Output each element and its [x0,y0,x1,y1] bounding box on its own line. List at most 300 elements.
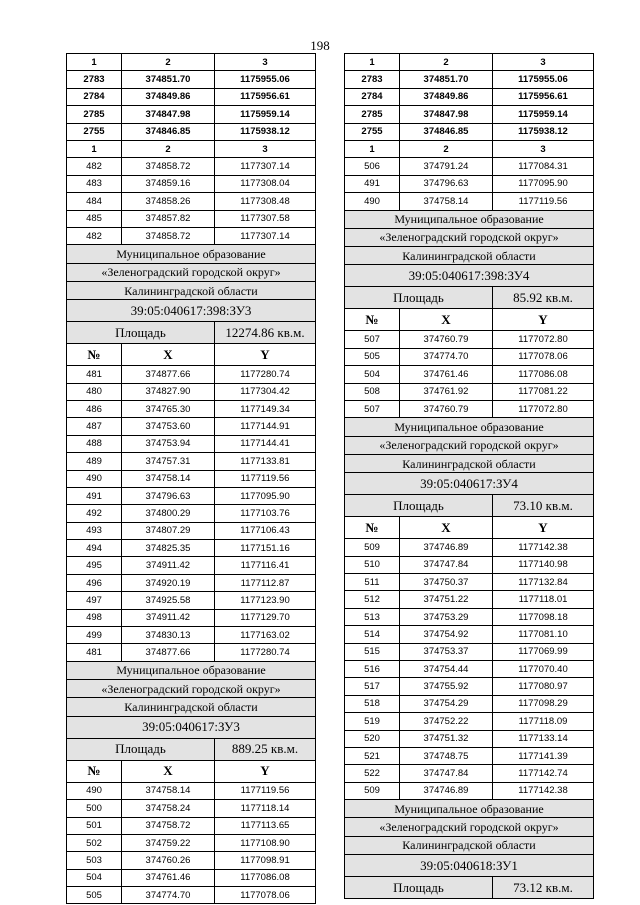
municipality-caption: «Зеленоградский городской округ» [345,818,594,836]
table-row [67,834,316,851]
area-value: 73.10 кв.м. [493,495,594,517]
table-row [345,608,594,625]
table-row [345,400,594,417]
table-row [345,713,594,730]
point-number-cell: 1 [67,54,122,71]
table-row [345,678,594,695]
table-row [345,348,594,365]
x-coordinate-cell: 374911.42 [122,609,215,626]
table-row [345,695,594,712]
point-number-cell: 505 [67,887,122,904]
y-coordinate-cell: 1177123.90 [215,592,316,609]
municipality-caption: «Зеленоградский городской округ» [67,680,316,698]
point-number-cell: 515 [345,643,400,660]
table-row [345,193,594,210]
y-coordinate-cell: 1177307.14 [215,158,316,175]
table-row [345,158,594,175]
y-coordinate-cell: 1177080.97 [493,678,594,695]
point-number-cell: 497 [67,592,122,609]
coordinates-table-left [66,53,316,904]
point-number-cell: 2783 [67,71,122,88]
y-coordinate-cell: 1177307.14 [215,227,316,244]
point-number-cell: 507 [345,400,400,417]
table-row [345,175,594,192]
y-coordinate-cell: 1177144.91 [215,418,316,435]
point-number-cell: 1 [345,54,400,71]
municipality-caption: «Зеленоградский городской округ» [67,263,316,281]
y-coordinate-cell: 3 [493,140,594,157]
table-row [345,54,594,71]
y-coordinate-cell: 1177119.56 [215,782,316,799]
municipality-caption: Калининградской области [67,698,316,716]
point-number-cell: 495 [67,557,122,574]
y-coordinate-cell: 1177151.16 [215,540,316,557]
point-number-cell: 491 [67,487,122,504]
y-coordinate-cell: 1175959.14 [215,106,316,123]
x-coordinate-cell: 2 [122,54,215,71]
area-row [67,322,316,344]
x-coordinate-cell: 374752.22 [400,713,493,730]
area-label: Площадь [345,877,493,899]
table-row [67,869,316,886]
x-coordinate-cell: 374796.63 [122,487,215,504]
point-number-cell: 482 [67,227,122,244]
point-number-cell: 518 [345,695,400,712]
x-coordinate-cell: 374851.70 [400,71,493,88]
y-coordinate-cell: 1177141.39 [493,747,594,764]
column-header-row [345,309,594,331]
table-row [345,660,594,677]
point-number-cell: 2785 [345,106,400,123]
x-coordinate-cell: 374754.92 [400,626,493,643]
table-row [67,470,316,487]
municipality-caption: «Зеленоградский городской округ» [345,436,594,454]
y-coordinate-cell: 1177307.58 [215,210,316,227]
y-coordinate-cell: 1177132.84 [493,574,594,591]
x-coordinate-cell: 2 [400,140,493,157]
table-row [345,626,594,643]
point-number-cell: 491 [345,175,400,192]
table-row [345,747,594,764]
x-coordinate-cell: 374830.13 [122,627,215,644]
y-coordinate-cell: 1177078.06 [493,348,594,365]
municipality-caption-row [345,247,594,265]
x-coordinate-cell: 374851.70 [122,71,215,88]
area-value: 12274.86 кв.м. [215,322,316,344]
point-number-cell: 493 [67,522,122,539]
point-number-cell: № [345,309,400,331]
x-coordinate-cell: 374760.26 [122,852,215,869]
y-coordinate-cell: 1177112.87 [215,574,316,591]
point-number-cell: 504 [67,869,122,886]
y-coordinate-cell: 1177069.99 [493,643,594,660]
x-coordinate-cell: 374761.46 [400,366,493,383]
x-coordinate-cell: 374911.42 [122,557,215,574]
y-coordinate-cell: 1177280.74 [215,644,316,661]
table-row [67,140,316,157]
table-row [345,765,594,782]
table-row [345,140,594,157]
table-row [67,852,316,869]
y-coordinate-cell: 3 [215,54,316,71]
y-coordinate-cell: 1177078.06 [215,887,316,904]
x-coordinate-cell: 374857.82 [122,210,215,227]
x-coordinate-cell: 374755.92 [400,678,493,695]
point-number-cell: 490 [67,470,122,487]
x-coordinate-cell: 374827.90 [122,383,215,400]
point-number-cell: 521 [345,747,400,764]
point-number-cell: 513 [345,608,400,625]
point-number-cell: 519 [345,713,400,730]
y-coordinate-cell: 1177098.91 [215,852,316,869]
cadastral-number: 39:05:040617:ЗУ3 [67,716,316,738]
x-coordinate-cell: 374758.14 [122,470,215,487]
x-coordinate-cell: 374761.92 [400,383,493,400]
x-coordinate-cell: 374765.30 [122,400,215,417]
municipality-caption-row [345,454,594,472]
x-coordinate-cell: 374760.79 [400,400,493,417]
x-coordinate-cell: 374747.84 [400,556,493,573]
point-number-cell: 2755 [67,123,122,140]
municipality-caption-row [67,680,316,698]
x-coordinate-cell: 374858.72 [122,158,215,175]
point-number-cell: 2784 [67,88,122,105]
x-coordinate-cell: 2 [400,54,493,71]
table-row [67,505,316,522]
point-number-cell: 512 [345,591,400,608]
table-row [345,591,594,608]
point-number-cell: 510 [345,556,400,573]
table-row [67,210,316,227]
cadastral-number-row [67,716,316,738]
x-coordinate-cell: 374753.60 [122,418,215,435]
municipality-caption: Калининградской области [345,247,594,265]
y-coordinate-cell: 1177070.40 [493,660,594,677]
y-coordinate-cell: 1177103.76 [215,505,316,522]
municipality-caption-row [67,263,316,281]
point-number-cell: 500 [67,800,122,817]
table-row [67,54,316,71]
x-coordinate-cell: 374920.19 [122,574,215,591]
municipality-caption-row [67,281,316,299]
y-coordinate-cell: 1177142.38 [493,782,594,799]
area-label: Площадь [345,287,493,309]
municipality-caption-row [345,836,594,854]
municipality-caption-row [345,436,594,454]
y-coordinate-cell: 1177140.98 [493,556,594,573]
table-row [67,435,316,452]
x-coordinate-cell: 374754.44 [400,660,493,677]
y-coordinate-cell: 1177098.18 [493,608,594,625]
y-coordinate-cell: 1175959.14 [493,106,594,123]
point-number-cell: 511 [345,574,400,591]
x-coordinate-cell: 374774.70 [400,348,493,365]
coordinates-table-right [344,53,594,899]
x-coordinate-cell: 374758.24 [122,800,215,817]
y-coordinate-cell: Y [493,517,594,539]
municipality-caption-row [67,661,316,679]
area-row [345,495,594,517]
point-number-cell: 506 [345,158,400,175]
table-row [67,609,316,626]
x-coordinate-cell: 374774.70 [122,887,215,904]
x-coordinate-cell: 374757.31 [122,453,215,470]
x-coordinate-cell: 374849.86 [122,88,215,105]
y-coordinate-cell: 1177304.42 [215,383,316,400]
point-number-cell: 505 [345,348,400,365]
table-row [345,106,594,123]
table-row [345,71,594,88]
y-coordinate-cell: 1177081.22 [493,383,594,400]
municipality-caption-row [345,228,594,246]
column-header-row [67,760,316,782]
point-number-cell: 484 [67,193,122,210]
x-coordinate-cell: 374758.14 [122,782,215,799]
cadastral-number: 39:05:040618:ЗУ1 [345,855,594,877]
table-row [345,556,594,573]
table-row [67,487,316,504]
table-row [67,540,316,557]
y-coordinate-cell: 1175956.61 [493,88,594,105]
point-number-cell: 508 [345,383,400,400]
x-coordinate-cell: 374758.72 [122,817,215,834]
point-number-cell: 485 [67,210,122,227]
table-row [67,158,316,175]
point-number-cell: 490 [67,782,122,799]
column-header-row [345,517,594,539]
point-number-cell: 481 [67,644,122,661]
y-coordinate-cell: 1177142.38 [493,539,594,556]
x-coordinate-cell: 374858.72 [122,227,215,244]
page-number: 198 [310,38,330,53]
point-number-cell: 502 [67,834,122,851]
point-number-cell: 488 [67,435,122,452]
x-coordinate-cell: 374746.89 [400,539,493,556]
point-number-cell: 516 [345,660,400,677]
point-number-cell: № [67,760,122,782]
table-row [67,71,316,88]
column-header-row [67,344,316,366]
table-row [67,453,316,470]
point-number-cell: 503 [67,852,122,869]
x-coordinate-cell: 374877.66 [122,366,215,383]
table-row [67,418,316,435]
point-number-cell: 504 [345,366,400,383]
y-coordinate-cell: 1175938.12 [215,123,316,140]
table-row [67,557,316,574]
y-coordinate-cell: 1177144.41 [215,435,316,452]
y-coordinate-cell: 1177129.70 [215,609,316,626]
cadastral-number-row [345,473,594,495]
y-coordinate-cell: 3 [493,54,594,71]
table-row [67,592,316,609]
table-row [67,522,316,539]
y-coordinate-cell: 1177133.14 [493,730,594,747]
y-coordinate-cell: 1177149.34 [215,400,316,417]
area-row [67,738,316,760]
y-coordinate-cell: 1177119.56 [215,470,316,487]
x-coordinate-cell: X [400,309,493,331]
table-row [67,383,316,400]
municipality-caption: «Зеленоградский городской округ» [345,228,594,246]
table-row [345,782,594,799]
x-coordinate-cell: X [122,344,215,366]
table-row [345,539,594,556]
table-row [345,574,594,591]
point-number-cell: 509 [345,782,400,799]
point-number-cell: 517 [345,678,400,695]
municipality-caption: Калининградской области [345,836,594,854]
table-row [67,817,316,834]
point-number-cell: 2785 [67,106,122,123]
x-coordinate-cell: 374759.22 [122,834,215,851]
municipality-caption: Муниципальное образование [345,800,594,818]
table-row [67,193,316,210]
y-coordinate-cell: 1177163.02 [215,627,316,644]
point-number-cell: 522 [345,765,400,782]
point-number-cell: 481 [67,366,122,383]
point-number-cell: 496 [67,574,122,591]
point-number-cell: 480 [67,383,122,400]
x-coordinate-cell: 374746.89 [400,782,493,799]
cadastral-number-row [345,855,594,877]
x-coordinate-cell: 374753.94 [122,435,215,452]
point-number-cell: 2784 [345,88,400,105]
area-value: 85.92 кв.м. [493,287,594,309]
point-number-cell: 489 [67,453,122,470]
point-number-cell: 492 [67,505,122,522]
table-row [67,106,316,123]
point-number-cell: 486 [67,400,122,417]
table-row [67,366,316,383]
x-coordinate-cell: 374858.26 [122,193,215,210]
area-label: Площадь [67,738,215,760]
y-coordinate-cell: 1177142.74 [493,765,594,782]
y-coordinate-cell: Y [215,344,316,366]
x-coordinate-cell: 2 [122,140,215,157]
point-number-cell: 498 [67,609,122,626]
table-row [67,227,316,244]
point-number-cell: 1 [67,140,122,157]
x-coordinate-cell: 374760.79 [400,331,493,348]
cadastral-number: 39:05:040617:ЗУ4 [345,473,594,495]
area-row [345,877,594,899]
point-number-cell: 520 [345,730,400,747]
y-coordinate-cell: 1175938.12 [493,123,594,140]
area-row [345,287,594,309]
y-coordinate-cell: 1177118.14 [215,800,316,817]
x-coordinate-cell: 374877.66 [122,644,215,661]
municipality-caption-row [345,418,594,436]
y-coordinate-cell: Y [215,760,316,782]
table-row [67,574,316,591]
point-number-cell: № [345,517,400,539]
municipality-caption-row [67,698,316,716]
area-value: 889.25 кв.м. [215,738,316,760]
y-coordinate-cell: 1177308.48 [215,193,316,210]
x-coordinate-cell: X [400,517,493,539]
point-number-cell: 482 [67,158,122,175]
cadastral-number: 39:05:040617:398:ЗУ3 [67,300,316,322]
table-row [67,887,316,904]
y-coordinate-cell: 1177086.08 [493,366,594,383]
x-coordinate-cell: 374747.84 [400,765,493,782]
municipality-caption: Калининградской области [345,454,594,472]
table-row [345,383,594,400]
point-number-cell: 509 [345,539,400,556]
y-coordinate-cell: 1177098.29 [493,695,594,712]
cadastral-number-row [345,265,594,287]
x-coordinate-cell: 374846.85 [122,123,215,140]
x-coordinate-cell: 374849.86 [400,88,493,105]
y-coordinate-cell: 1177308.04 [215,175,316,192]
y-coordinate-cell: 1177106.43 [215,522,316,539]
point-number-cell: 501 [67,817,122,834]
area-label: Площадь [345,495,493,517]
y-coordinate-cell: 1177086.08 [215,869,316,886]
point-number-cell: 1 [345,140,400,157]
point-number-cell: 499 [67,627,122,644]
x-coordinate-cell: 374859.16 [122,175,215,192]
x-coordinate-cell: 374847.98 [122,106,215,123]
area-label: Площадь [67,322,215,344]
y-coordinate-cell: 1177119.56 [493,193,594,210]
y-coordinate-cell: 1175955.06 [493,71,594,88]
x-coordinate-cell: 374751.32 [400,730,493,747]
municipality-caption-row [345,210,594,228]
y-coordinate-cell: 1175956.61 [215,88,316,105]
y-coordinate-cell: 1177084.31 [493,158,594,175]
municipality-caption: Муниципальное образование [345,418,594,436]
y-coordinate-cell: Y [493,309,594,331]
x-coordinate-cell: 374748.75 [400,747,493,764]
point-number-cell: 487 [67,418,122,435]
x-coordinate-cell: 374846.85 [400,123,493,140]
table-row [67,627,316,644]
municipality-caption: Калининградской области [67,281,316,299]
point-number-cell: 483 [67,175,122,192]
x-coordinate-cell: 374761.46 [122,869,215,886]
table-row [345,366,594,383]
y-coordinate-cell: 3 [215,140,316,157]
table-row [67,88,316,105]
municipality-caption-row [67,245,316,263]
x-coordinate-cell: 374847.98 [400,106,493,123]
x-coordinate-cell: 374753.37 [400,643,493,660]
table-row [67,644,316,661]
x-coordinate-cell: 374753.29 [400,608,493,625]
x-coordinate-cell: 374751.22 [400,591,493,608]
point-number-cell: 2755 [345,123,400,140]
x-coordinate-cell: 374754.29 [400,695,493,712]
y-coordinate-cell: 1175955.06 [215,71,316,88]
cadastral-number-row [67,300,316,322]
table-row [67,123,316,140]
x-coordinate-cell: 374796.63 [400,175,493,192]
y-coordinate-cell: 1177113.65 [215,817,316,834]
municipality-caption: Муниципальное образование [67,661,316,679]
x-coordinate-cell: 374800.29 [122,505,215,522]
x-coordinate-cell: 374758.14 [400,193,493,210]
point-number-cell: 514 [345,626,400,643]
cadastral-number: 39:05:040617:398:ЗУ4 [345,265,594,287]
y-coordinate-cell: 1177118.09 [493,713,594,730]
table-row [67,782,316,799]
x-coordinate-cell: 374925.58 [122,592,215,609]
point-number-cell: 494 [67,540,122,557]
table-row [345,123,594,140]
table-row [345,730,594,747]
